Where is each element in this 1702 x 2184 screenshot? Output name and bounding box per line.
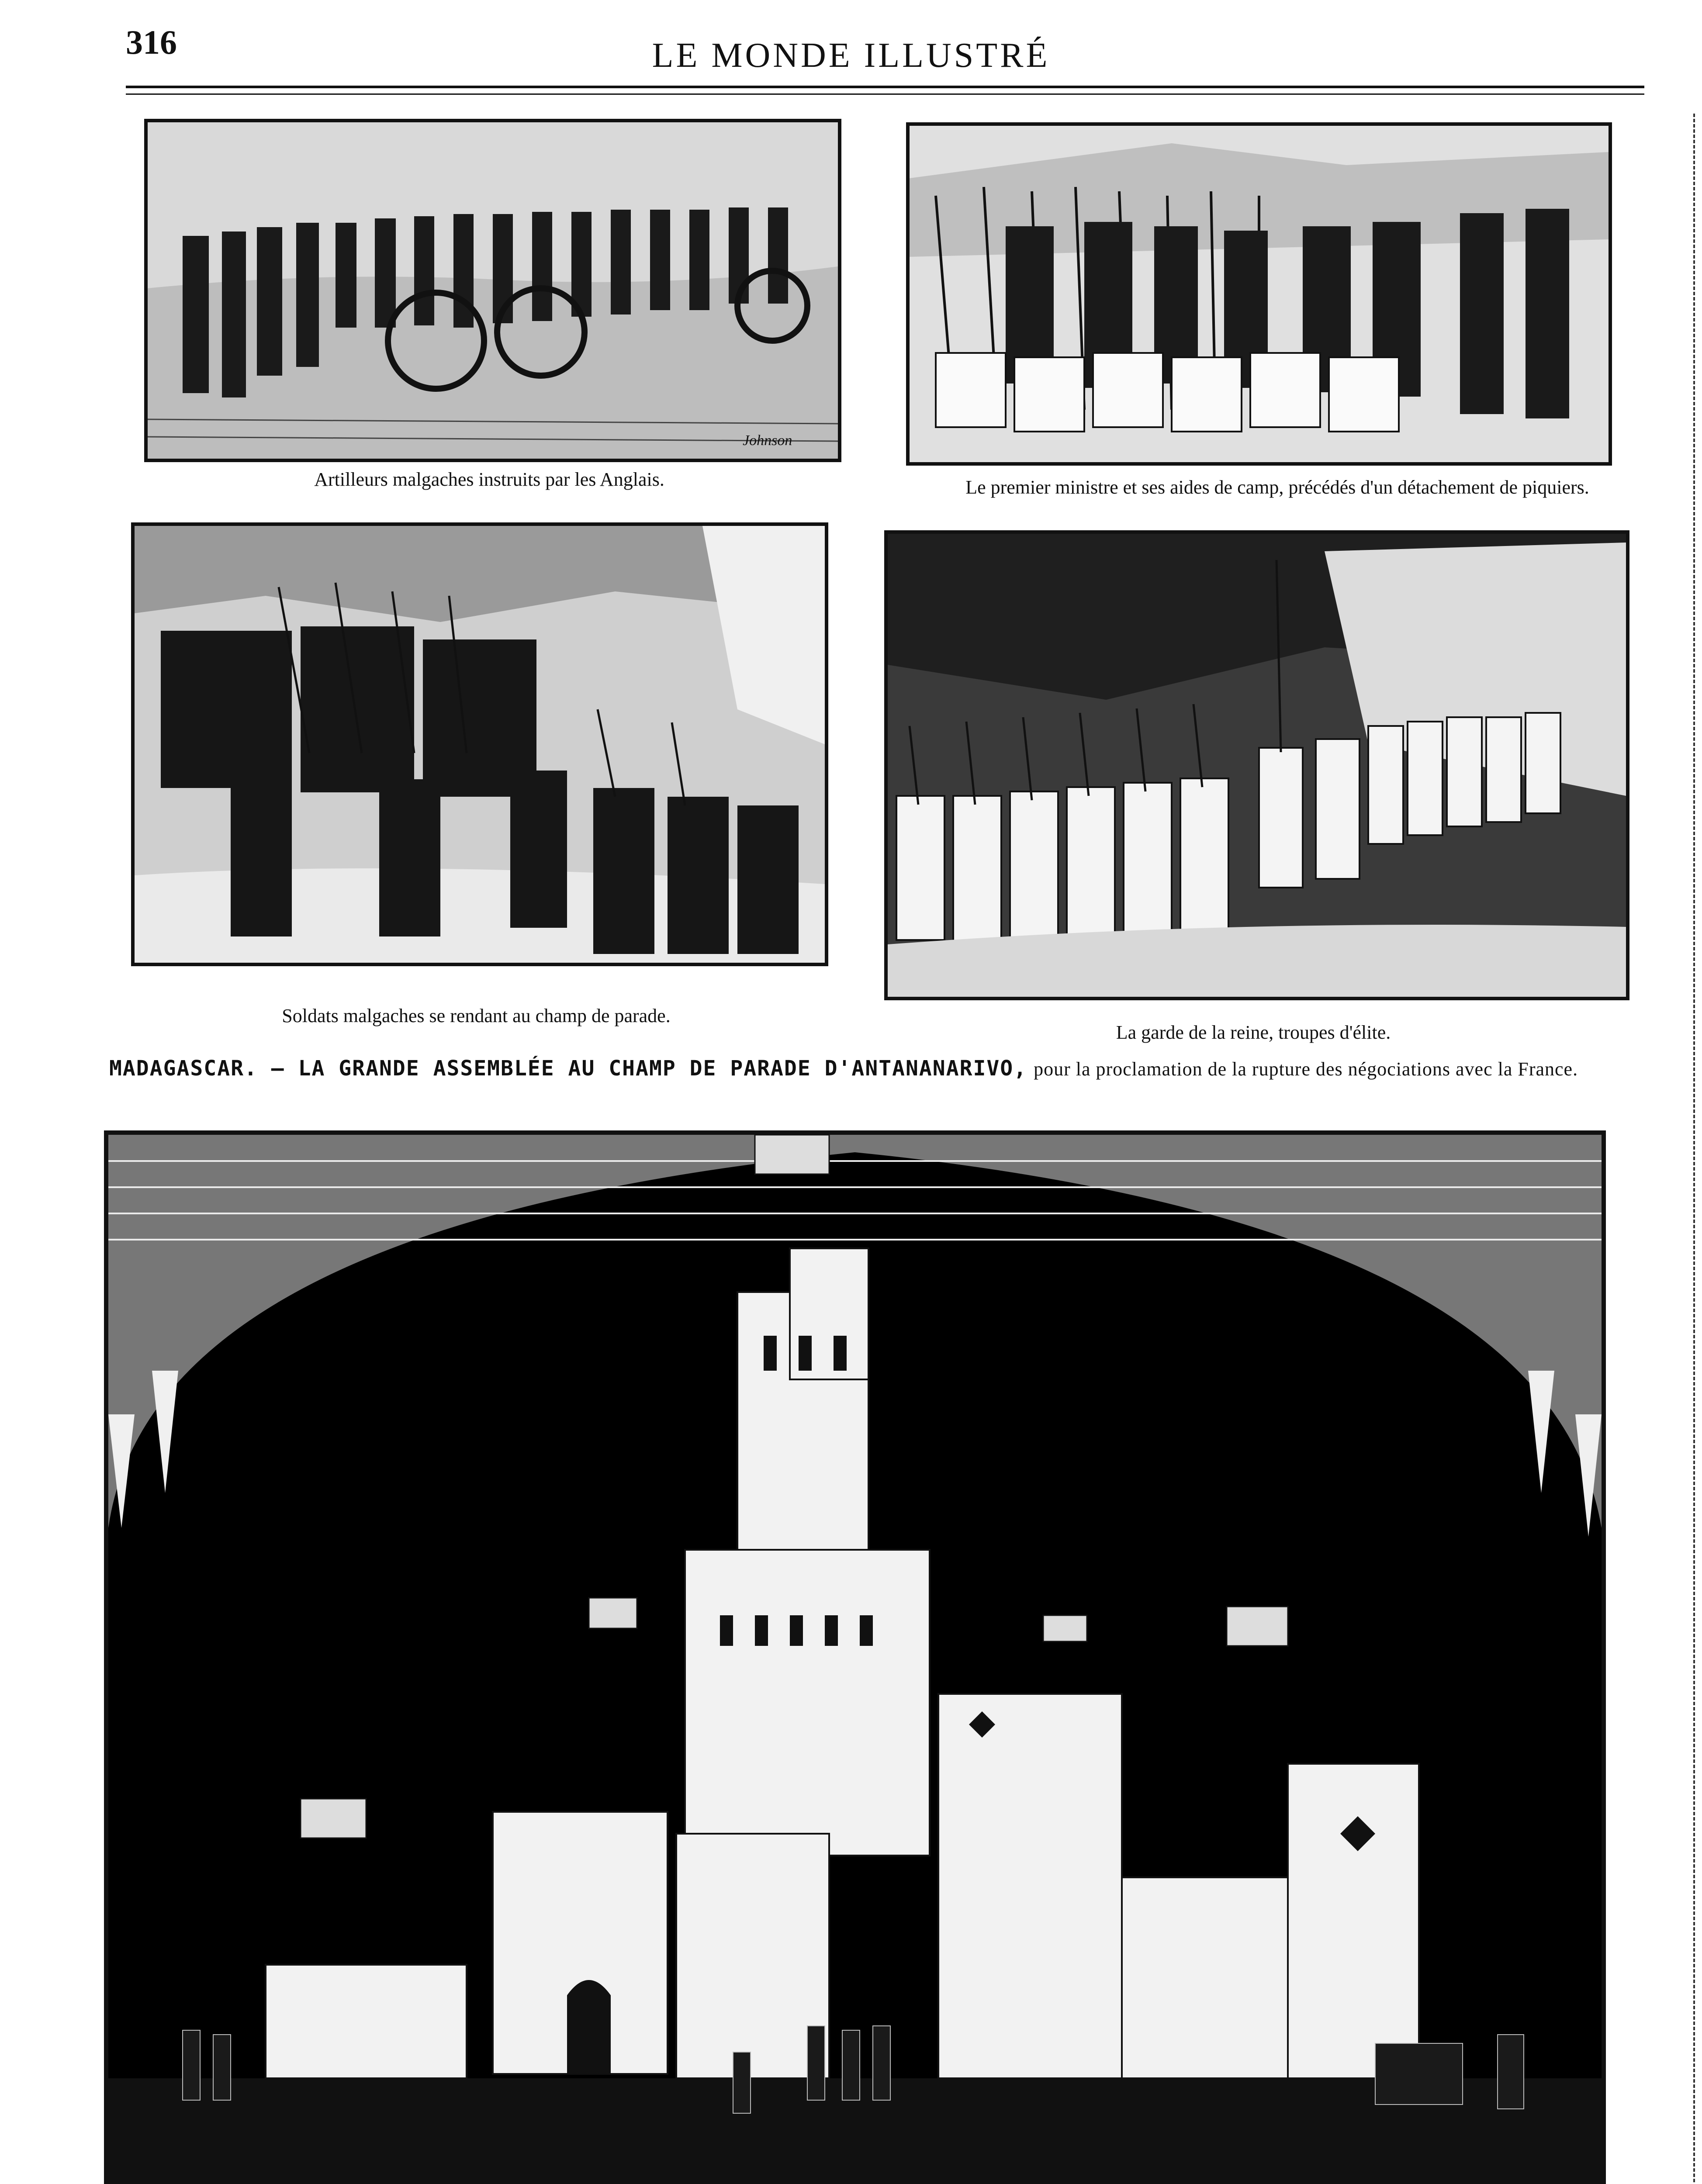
ice-palace-illustration bbox=[108, 1135, 1602, 2184]
plate-prime-minister-engraving bbox=[906, 122, 1612, 466]
madagascar-caption bbox=[109, 1056, 1673, 1081]
prime-minister-illustration bbox=[910, 126, 1609, 462]
page-number: 316 bbox=[126, 23, 177, 61]
engraver-signature: Johnson bbox=[743, 432, 792, 449]
header-rule-bottom bbox=[126, 93, 1644, 95]
caption-queens-guard: La garde de la reine, troupes d'élite. bbox=[1116, 1022, 1391, 1043]
newspaper-title: LE MONDE ILLUSTRÉ bbox=[652, 36, 1050, 75]
caption-artillery: Artilleurs malgaches instruits par les Anglais. bbox=[314, 469, 664, 490]
artillery-illustration bbox=[148, 122, 838, 459]
plate-artillery-engraving bbox=[144, 119, 841, 462]
madagascar-caption-main: MADAGASCAR. — LA GRANDE ASSEMBLÉE AU CHAMP DE PARADE D'ANTANANARIVO, bbox=[109, 1056, 1027, 1081]
caption-prime-minister: Le premier ministre et ses aides de camp, précédés d'un détachement de piquiers. bbox=[965, 477, 1589, 498]
caption-soldiers: Soldats malgaches se rendant au champ de parade. bbox=[282, 1005, 671, 1026]
header-rule-top bbox=[126, 86, 1644, 88]
soldiers-illustration bbox=[135, 526, 825, 963]
plate-soldiers-engraving bbox=[131, 522, 828, 966]
madagascar-caption-rest: pour la proclamation de la rupture des négociations avec la France. bbox=[1034, 1058, 1578, 1080]
margin-rule bbox=[1693, 114, 1695, 2184]
queens-guard-illustration bbox=[888, 534, 1626, 997]
plate-queens-guard-engraving bbox=[884, 530, 1629, 1000]
plate-ice-palace-engraving bbox=[104, 1130, 1606, 2184]
